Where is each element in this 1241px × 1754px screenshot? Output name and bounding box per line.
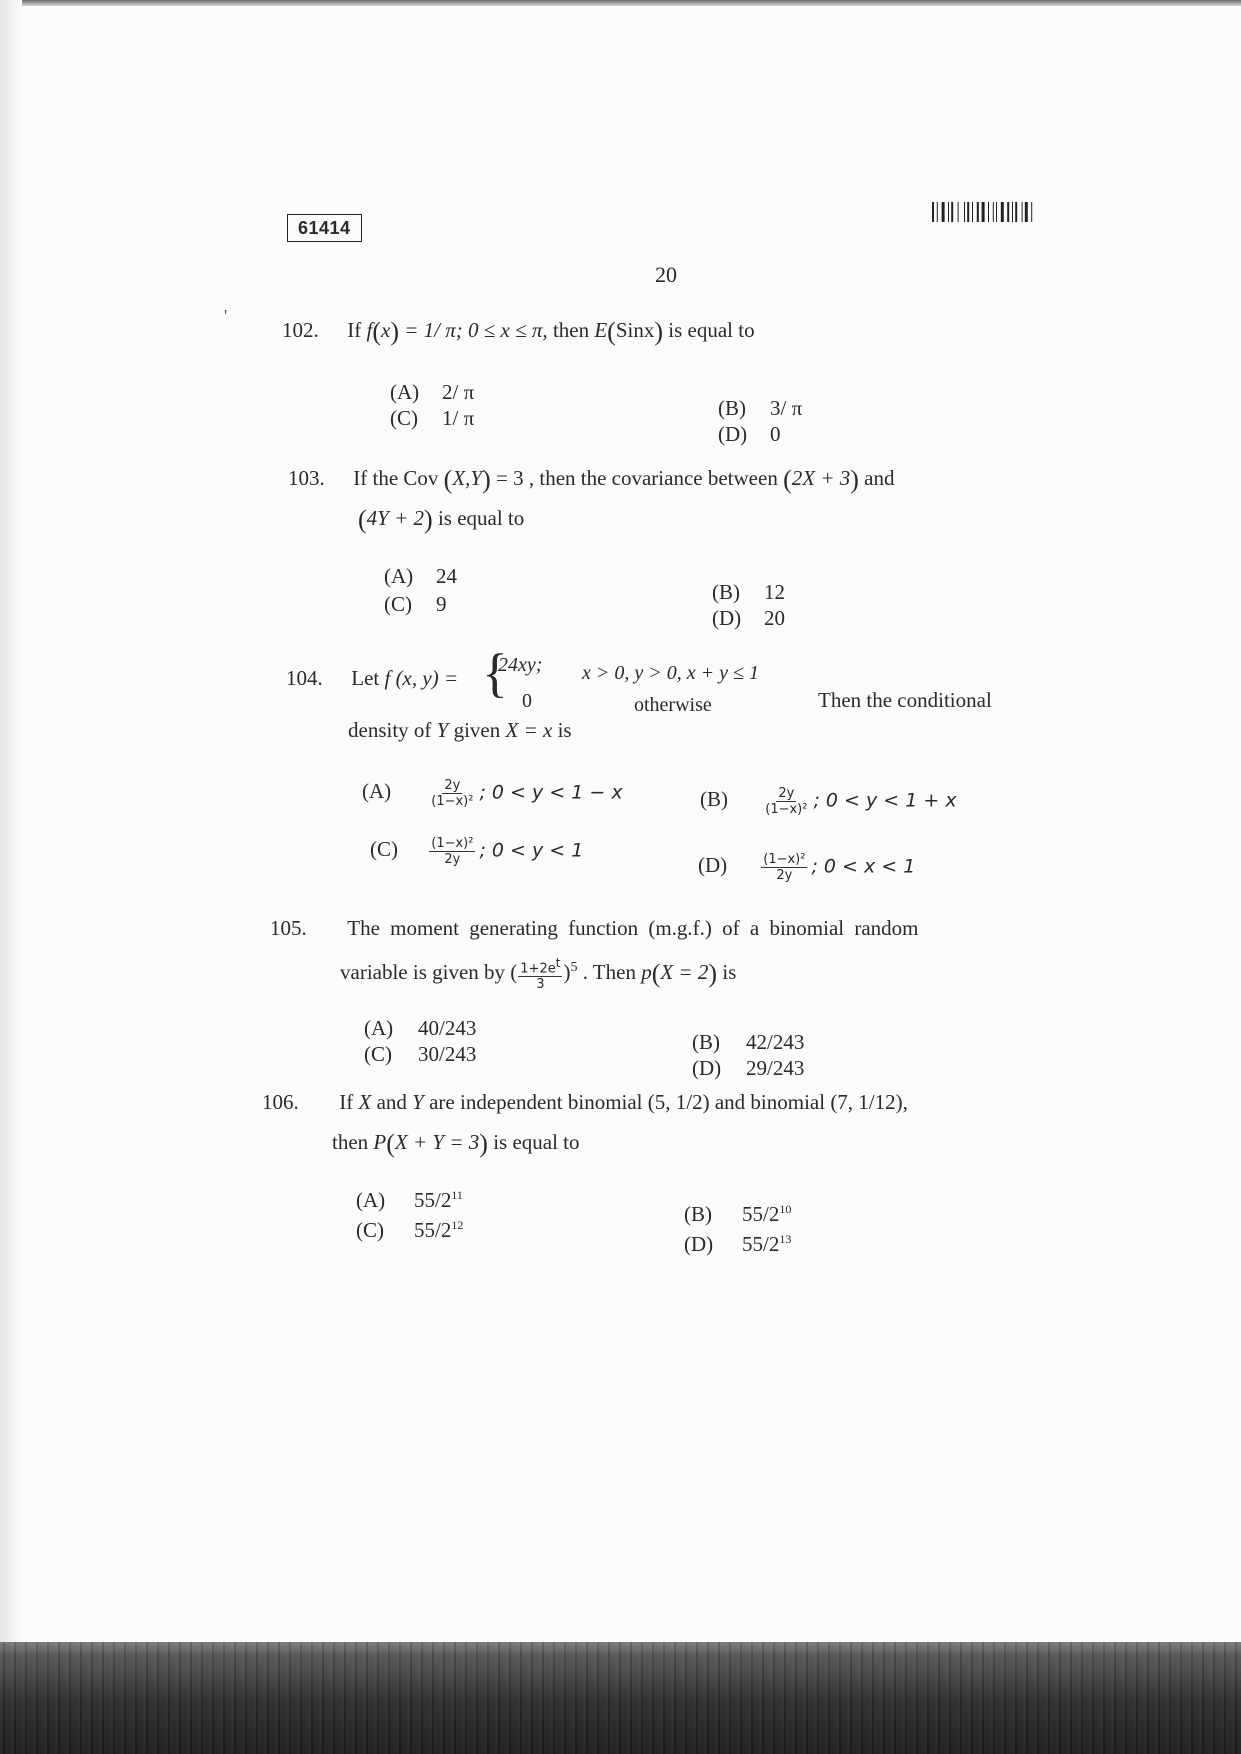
question-102: 102. If f(x) = 1/ π; 0 ≤ x ≤ π, then E(Sinx) is equal to xyxy=(282,317,755,346)
option-105-d: (D) 29/243 xyxy=(692,1056,805,1080)
question-number: 102. xyxy=(282,318,319,342)
case2-value: 0 xyxy=(522,690,532,712)
question-text-if: If xyxy=(347,318,362,342)
barcode-bar xyxy=(1012,202,1013,222)
question-105 xyxy=(270,914,919,942)
option-104-b: (B) $\frac{2y}{\text{(1−x)²}}$ ; 0 < y < 1 + x xyxy=(700,786,957,817)
mgf-fraction: $\frac{1+2e^t}{3}$ xyxy=(520,956,561,993)
barcode-bar xyxy=(1025,202,1028,222)
question-tail: is equal to xyxy=(668,318,755,342)
option-106-a: (A) $55/2^{11}$ xyxy=(356,1188,463,1212)
question-number: 105. xyxy=(270,916,307,940)
barcode xyxy=(932,202,1064,222)
document-code-box: 61414 xyxy=(287,214,362,242)
expr-4y2: 4Y + 2 xyxy=(366,506,425,530)
question-105-line2: variable is given by ( $\frac{1+2e^t}{3}$ )$^5$ . Then p(X = 2) is xyxy=(340,956,737,993)
option-106-b: (B) $55/2^{10}$ xyxy=(684,1202,792,1226)
question-number: 103. xyxy=(288,466,325,490)
fraction: $\frac{\text{(1−x)²}}{2y}$ xyxy=(431,836,474,867)
question-condition: = 1/ π; 0 ≤ x ≤ π, xyxy=(404,318,548,342)
question-mid: then the covariance between xyxy=(539,466,778,490)
barcode-bar xyxy=(958,202,959,222)
question-tail: is equal to xyxy=(437,506,525,530)
barcode-bar xyxy=(942,202,945,222)
barcode-bar xyxy=(964,202,965,222)
option-103-d: (D) 20 xyxy=(712,606,785,630)
option-103-a: (A) 24 xyxy=(384,564,457,588)
barcode-bar xyxy=(993,202,994,222)
expectation-e: E xyxy=(594,318,608,342)
question-then: then xyxy=(552,318,590,342)
question-106: 106. If X and Y are independent binomial (5, 1/2) and binomial (7, 1/12), xyxy=(262,1090,908,1114)
barcode-bar xyxy=(977,202,979,222)
question-line1: The moment generating function (m.g.f.) of a binomial random xyxy=(347,916,919,940)
page-number: 20 xyxy=(655,262,677,287)
piecewise-brace: { xyxy=(482,643,508,703)
func-arg: x xyxy=(381,318,391,342)
barcode-bar xyxy=(996,202,997,222)
cov-args: X,Y xyxy=(452,466,483,490)
option-105-c: (C) 30/243 xyxy=(364,1042,477,1066)
option-104-a: (A) $\frac{2y}{\text{(1−x)²}}$ ; 0 < y < 1 − x xyxy=(362,778,623,809)
barcode-bar xyxy=(1022,202,1023,222)
barcode-bar xyxy=(1031,202,1032,222)
option-106-c: (C) $55/2^{12}$ xyxy=(356,1218,464,1242)
option-104-d: (D) $\frac{\text{(1−x)²}}{2y}$ ; 0 < x < 1 xyxy=(698,852,916,883)
barcode-bar xyxy=(1001,202,1004,222)
fraction: $\frac{2y}{\text{(1−x)²}}$ xyxy=(765,786,808,817)
option-105-a: (A) 40/243 xyxy=(364,1016,477,1040)
barcode-bar xyxy=(948,202,949,222)
barcode-bar xyxy=(932,202,934,222)
option-102-c: (C) 1/ π xyxy=(390,406,475,430)
scan-left-shadow xyxy=(0,0,22,1650)
case1-value: 24xy; xyxy=(498,654,543,676)
fraction: $\frac{\text{(1−x)²}}{2y}$ xyxy=(763,852,806,883)
barcode-bar xyxy=(967,202,969,222)
option-102-b: (B) 3/ π xyxy=(718,396,803,420)
option-103-c: (C) 9 xyxy=(384,592,447,616)
func-f: f xyxy=(366,318,373,342)
expr-2x3: 2X + 3 xyxy=(791,466,851,490)
scan-mark: ' xyxy=(224,306,228,326)
question-and: and xyxy=(864,466,895,490)
question-lead: If the Cov xyxy=(353,466,439,490)
option-106-d: (D) $55/2^{13}$ xyxy=(684,1232,792,1256)
question-104-after: Then the conditional xyxy=(818,688,992,712)
question-103: 103. If the Cov (X,Y) = 3 , then the covariance between (2X + 3) and xyxy=(288,465,895,494)
question-104-line2: density of Y given X = x is xyxy=(348,718,572,742)
barcode-bar xyxy=(972,202,973,222)
option-103-b: (B) 12 xyxy=(712,580,785,604)
option-102-a: (A) 2/ π xyxy=(390,380,475,404)
barcode-bar xyxy=(1007,202,1009,222)
option-102-d: (D) 0 xyxy=(718,422,781,446)
barcode-bar xyxy=(988,202,989,222)
question-104 xyxy=(286,664,458,692)
scan-top-edge xyxy=(0,0,1241,6)
case2-condition: otherwise xyxy=(634,694,712,716)
case1-condition: x > 0, y > 0, x + y ≤ 1 xyxy=(582,662,759,684)
scan-bottom-edge xyxy=(0,1642,1241,1754)
question-lead: Let xyxy=(351,666,380,690)
barcode-bar xyxy=(982,202,985,222)
fraction: $\frac{2y}{\text{(1−x)²}}$ xyxy=(431,778,474,809)
barcode-bar xyxy=(937,202,938,222)
cov-value: = 3 , xyxy=(496,466,535,490)
barcode-bar xyxy=(951,202,953,222)
sin-term: Sinx xyxy=(615,318,655,342)
option-104-c: (C) $\frac{\text{(1−x)²}}{2y}$ ; 0 < y < 1 xyxy=(370,836,584,867)
joint-density: f (x, y) = xyxy=(384,666,459,690)
barcode-bar xyxy=(1015,202,1017,222)
question-number: 104. xyxy=(286,666,323,690)
question-103-line2: (4Y + 2) is equal to xyxy=(358,505,525,534)
option-105-b: (B) 42/243 xyxy=(692,1030,805,1054)
question-number: 106. xyxy=(262,1090,299,1114)
question-106-line2: then P(X + Y = 3) is equal to xyxy=(332,1129,580,1158)
